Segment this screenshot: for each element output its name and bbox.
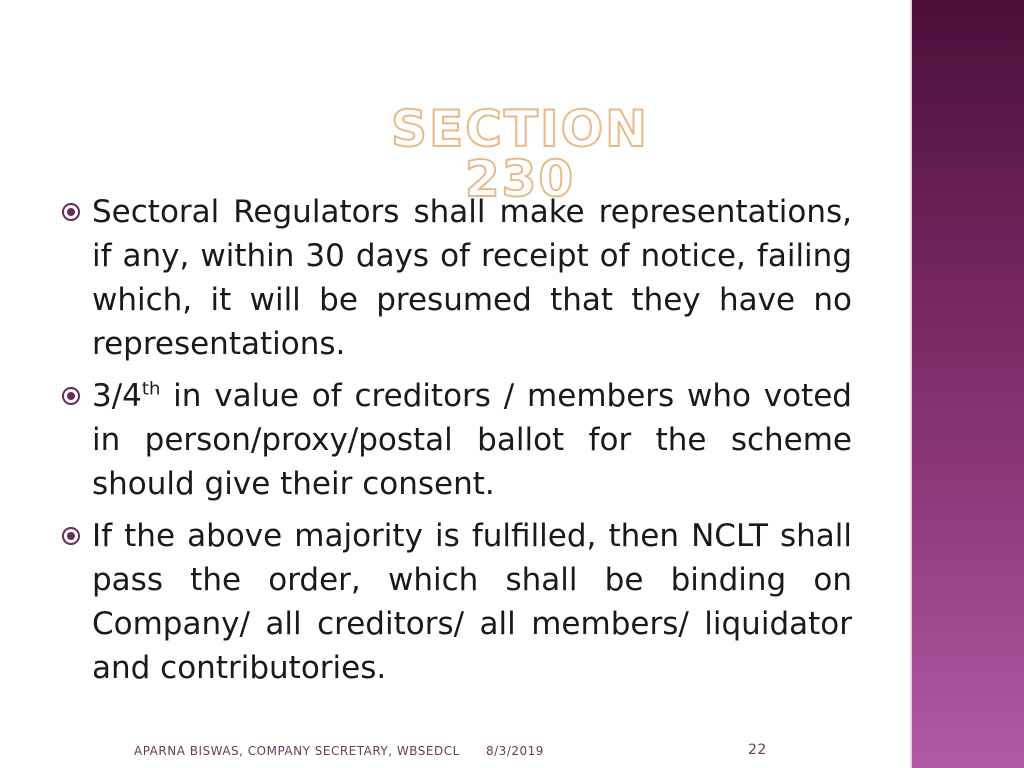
- bullet-superscript: th: [141, 378, 161, 400]
- bullet-item: [60, 374, 852, 506]
- bullet-item: [60, 514, 852, 690]
- bullet-item: [60, 190, 852, 366]
- footer-date: 8/3/2019: [486, 744, 544, 758]
- bullet-text: Sectoral Regulators shall make representations, if any, within 30 days of receipt of notice, failing which, it will be presumed that they have no representations.: [92, 194, 852, 362]
- decorative-sidebar: [912, 0, 1024, 768]
- bullet-prefix: 3/4: [92, 378, 142, 414]
- bullet-text: If the above majority is fulfilled, then NCLT shall pass the order, which shall be binding on Company/ all creditors/ all members/ liquidator and contributories.: [92, 518, 852, 686]
- page-number: 22: [748, 742, 767, 758]
- bullet-circle-icon: [62, 203, 80, 221]
- bullet-list: [60, 190, 852, 698]
- bullet-circle-icon: [62, 387, 80, 405]
- bullet-text: in value of creditors / members who voted in person/proxy/postal ballot for the scheme should give their consent.: [92, 378, 852, 502]
- footer-author: APARNA BISWAS, COMPANY SECRETARY, WBSEDCL: [134, 744, 460, 758]
- bullet-circle-icon: [62, 527, 80, 545]
- slide-title: SECTION 230: [391, 100, 649, 208]
